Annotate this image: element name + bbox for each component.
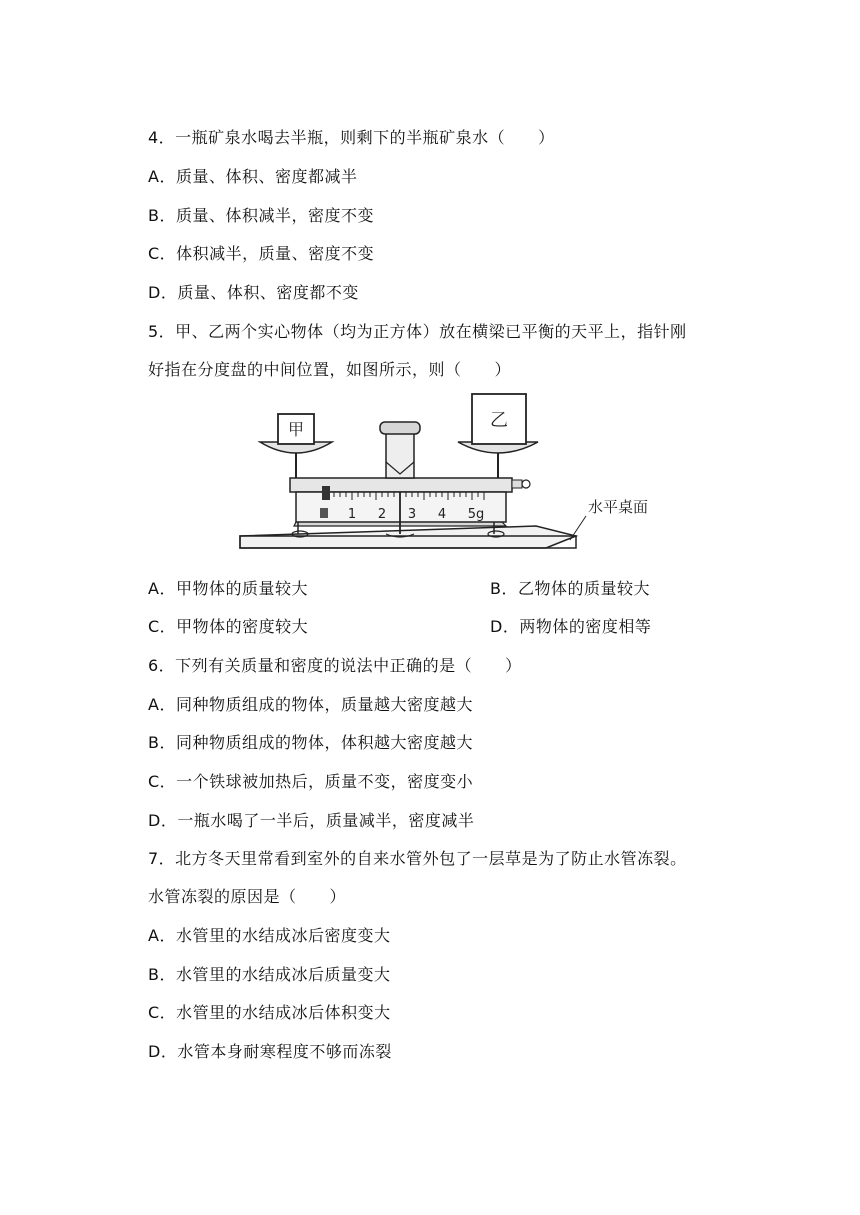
block-jia-label: 甲 [287, 420, 305, 439]
rider-weight [322, 486, 330, 500]
balance-diagram [236, 388, 676, 568]
question-5-stem-line2: 好指在分度盘的中间位置，如图所示，则（ ） [148, 360, 512, 379]
question-6-option-a: A．同种物质组成的物体，质量越大密度越大 [148, 695, 473, 714]
question-4-option-d: D．质量、体积、密度都不变 [148, 283, 359, 302]
rider-marker [320, 508, 328, 518]
center-knob [380, 422, 420, 434]
tick-label-1: 1 [347, 507, 357, 522]
question-7-stem-line2: 水管冻裂的原因是（ ） [148, 887, 347, 906]
question-4-option-b: B．质量、体积减半，密度不变 [148, 206, 374, 225]
question-7-option-c: C．水管里的水结成冰后体积变大 [148, 1003, 391, 1022]
question-5-option-c: C．甲物体的密度较大 [148, 617, 309, 636]
question-4-option-a: A．质量、体积、密度都减半 [148, 167, 358, 186]
tick-label-5g: 5g [467, 507, 485, 522]
question-6-option-b: B．同种物质组成的物体，体积越大密度越大 [148, 733, 473, 752]
table-top [240, 526, 576, 548]
tick-label-4: 4 [437, 507, 447, 522]
question-7-stem-line1: 7．北方冬天里常看到室外的自来水管外包了一层草是为了防止水管冻裂。 [148, 849, 687, 868]
question-5-option-d: D．两物体的密度相等 [490, 617, 652, 636]
balance-figure [236, 388, 676, 568]
question-6-stem: 6．下列有关质量和密度的说法中正确的是（ ） [148, 656, 522, 675]
question-4-stem: 4．一瓶矿泉水喝去半瓶，则剩下的半瓶矿泉水（ ） [148, 128, 555, 147]
tick-label-2: 2 [377, 507, 387, 522]
question-5-stem-line1: 5．甲、乙两个实心物体（均为正方体）放在横梁已平衡的天平上，指针刚 [148, 322, 687, 341]
center-pillar [386, 432, 414, 478]
question-7-option-d: D．水管本身耐寒程度不够而冻裂 [148, 1042, 392, 1061]
tick-label-3: 3 [407, 507, 417, 522]
question-5-option-a: A．甲物体的质量较大 [148, 579, 308, 598]
question-7-option-b: B．水管里的水结成冰后质量变大 [148, 965, 391, 984]
question-6-option-d: D．一瓶水喝了一半后，质量减半，密度减半 [148, 811, 475, 830]
question-7-option-a: A．水管里的水结成冰后密度变大 [148, 926, 391, 945]
question-5-option-b: B．乙物体的质量较大 [490, 579, 650, 598]
question-6-option-c: C．一个铁球被加热后，质量不变，密度变小 [148, 772, 474, 791]
balance-nut [522, 480, 530, 488]
question-4-option-c: C．体积减半，质量、密度不变 [148, 244, 375, 263]
table-label: 水平桌面 [588, 498, 649, 516]
block-yi-label: 乙 [490, 410, 508, 431]
